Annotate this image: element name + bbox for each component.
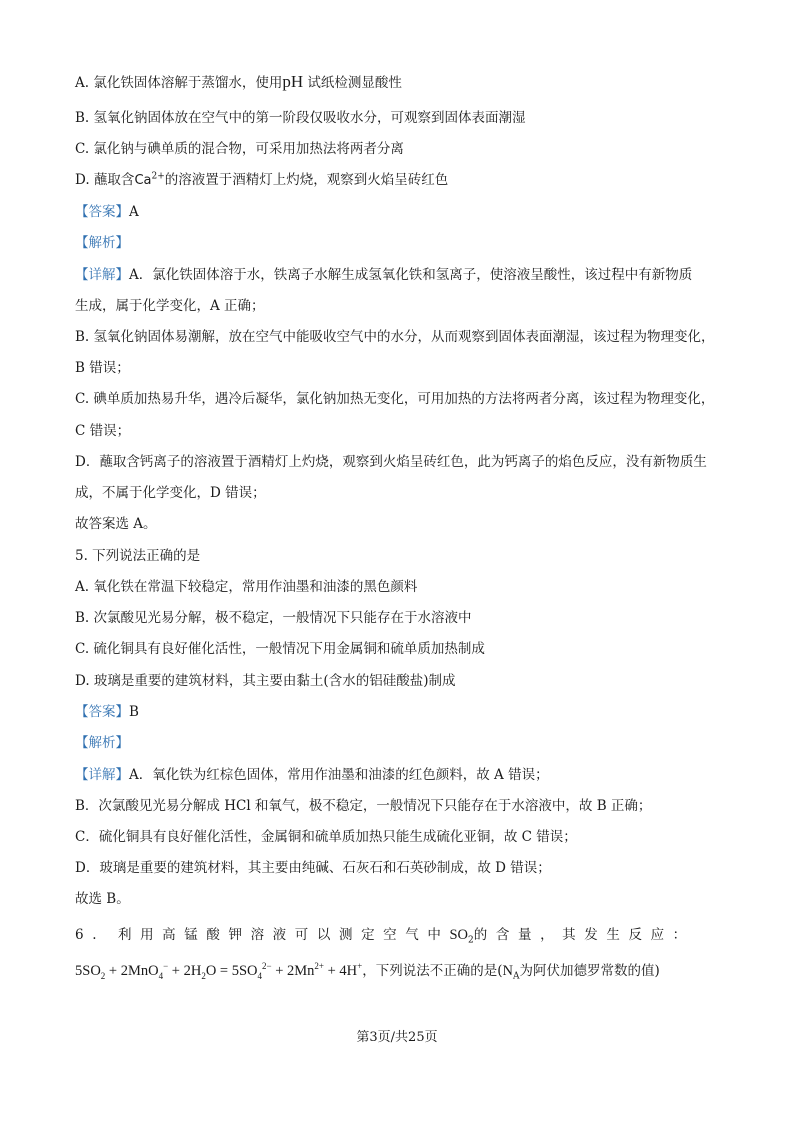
q4-option-b: B. 氢氧化钠固体放在空气中的第一阶段仅吸收水分，可观察到固体表面潮湿 [75,110,526,126]
q4-answer: 【答案】A [75,204,139,220]
q5-option-b: B. 次氯酸见光易分解，极不稳定，一般情况下只能存在于水溶液中 [75,610,472,626]
q4-detail-d2: 成，不属于化学变化，D 错误； [75,485,266,501]
q5-detail-b: B．次氯酸见光易分解成 HCl 和氧气，极不稳定，一般情况下只能存在于水溶液中，故 B 正确； [75,798,652,814]
q5-option-d: D. 玻璃是重要的建筑材料，其主要由黏土(含水的铝硅酸盐)制成 [75,673,456,689]
q4-option-d: D. 蘸取含$Ca^{2+}$的溶液置于酒精灯上灼烧，观察到火焰呈砖红色 [75,171,449,188]
q5-answer: 【答案】B [75,704,139,720]
q4-detail-d1: D．蘸取含钙离子的溶液置于酒精灯上灼烧，观察到火焰呈砖红色，此为钙离子的焰色反应，没有新物质生 [75,454,707,470]
page-footer: 第3页/共25页 [356,1030,438,1045]
q4-option-c: C. 氯化钠与碘单质的混合物，可采用加热法将两者分离 [75,141,404,157]
q5-stem: 5. 下列说法正确的是 [75,548,201,564]
q5-option-c: C. 硫化铜具有良好催化活性，一般情况下用金属铜和硫单质加热制成 [75,641,485,657]
q6-stem: 6. 利用高锰酸钾溶液可以测定空气中$SO_2$的含量，其发生反应： [75,927,695,946]
q6-equation-line: $5SO_2 + 2MnO_4^- + 2H_2O = 5SO_4^{2-} + 2Mn^{2+} + 4H^+$，下列说法不正确的是($N_A$为阿伏加德罗常数的值) [75,961,660,982]
q4-detail-c2: C 错误； [75,423,131,439]
q5-option-a: A. 氧化铁在常温下较稳定，常用作油墨和油漆的黑色颜料 [75,579,418,595]
q4-conclusion: 故答案选 A。 [75,516,157,532]
reaction-equation: $5SO_2 + 2MnO_4^- + 2H_2O = 5SO_4^{2-} + 2Mn^{2+} + 4H^+$ [75,961,363,981]
q5-conclusion: 故选 B。 [75,891,130,907]
q4-option-a: A. 氯化铁固体溶解于蒸馏水，使用pH 试纸检测显酸性 [75,72,402,91]
q5-detail-d: D．玻璃是重要的建筑材料，其主要由纯碱、石灰石和石英砂制成，故 D 错误； [75,860,551,876]
q5-analysis-label: 【解析】 [75,735,129,751]
q4-detail-c1: C. 碘单质加热易升华，遇冷后凝华，氯化钠加热无变化，可用加热的方法将两者分离，该过程为物理变化， [75,391,715,407]
q4-detail-b2: B 错误； [75,360,130,376]
q5-detail-a: 【详解】A．氧化铁为红棕色固体，常用作油墨和油漆的红色颜料，故 A 错误； [75,767,549,783]
q4-detail-b1: B. 氢氧化钠固体易潮解，放在空气中能吸收空气中的水分，从而观察到固体表面潮湿，该过程为物理变化， [75,329,715,345]
q4-detail-a2: 生成，属于化学变化，A 正确； [75,298,265,314]
q5-detail-c: C．硫化铜具有良好催化活性，金属铜和硫单质加热只能生成硫化亚铜，故 C 错误； [75,829,577,845]
q4-analysis-label: 【解析】 [75,235,129,251]
q4-detail-a1: 【详解】A．氯化铁固体溶于水，铁离子水解生成氢氧化铁和氢离子，使溶液呈酸性，该过程中有新物质 [75,267,693,283]
